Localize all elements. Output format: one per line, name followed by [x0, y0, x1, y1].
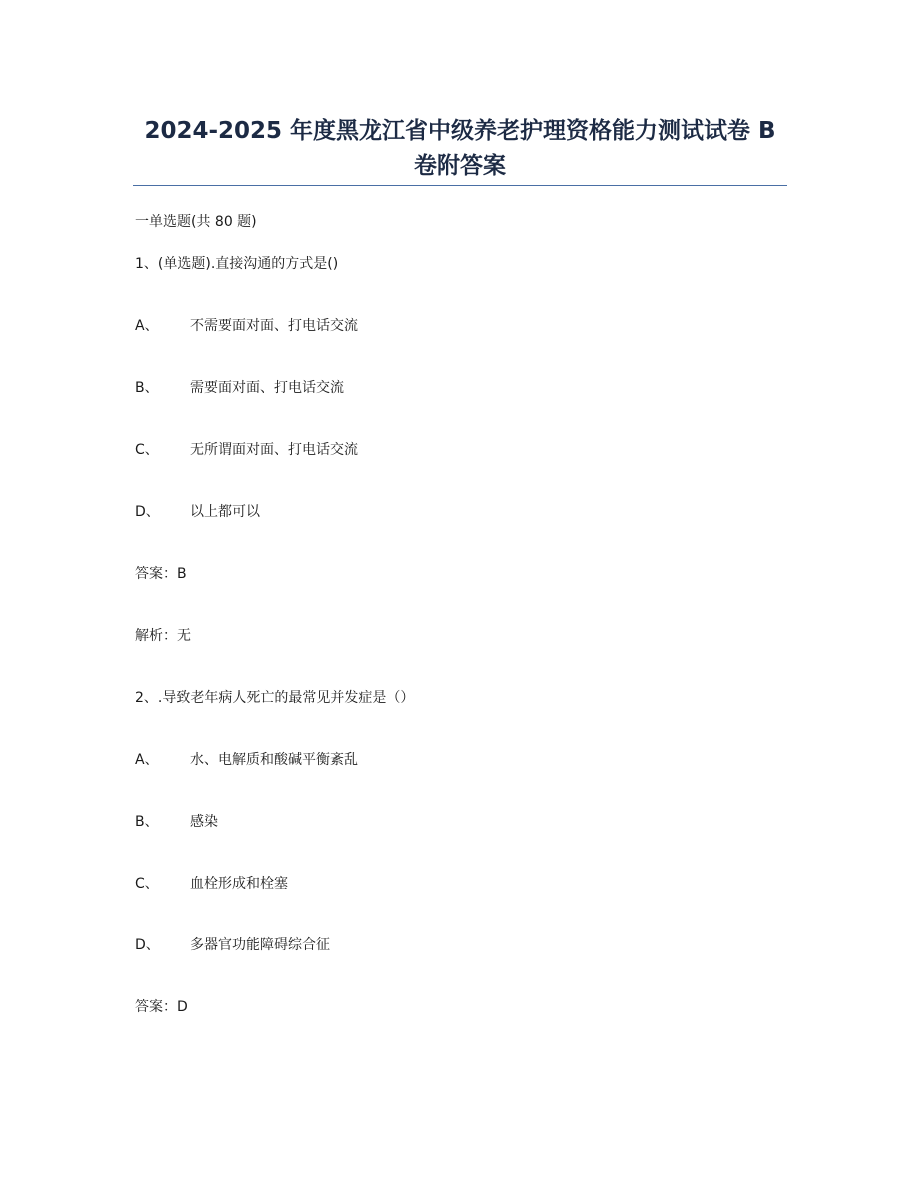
question-1-option-d	[135, 502, 260, 522]
title-line-1: 2024-2025 年度黑龙江省中级养老护理资格能力测试试卷 B	[144, 118, 776, 144]
question-2-stem: 2、.导致老年病人死亡的最常见并发症是（）	[135, 690, 415, 706]
option-text: 需要面对面、打电话交流	[190, 380, 344, 396]
option-text: 感染	[190, 814, 218, 830]
option-letter: C、	[135, 442, 159, 458]
question-2-answer: 答案：D	[135, 999, 188, 1015]
option-letter: B、	[135, 380, 159, 396]
question-1-stem: 1、(单选题).直接沟通的方式是()	[135, 256, 339, 272]
option-letter: D、	[135, 937, 160, 953]
question-1-option-c	[135, 440, 358, 460]
option-letter: C、	[135, 876, 159, 892]
title-line-2: 卷附答案	[414, 153, 506, 179]
option-text: 以上都可以	[190, 504, 260, 520]
question-2-option-b	[135, 812, 218, 832]
option-letter: A、	[135, 752, 159, 768]
section-heading: 一单选题(共 80 题)	[135, 214, 257, 230]
question-1-answer: 答案：B	[135, 566, 187, 582]
option-letter: D、	[135, 504, 160, 520]
question-2-option-a	[135, 750, 358, 770]
option-text: 血栓形成和栓塞	[190, 876, 288, 892]
question-2-option-d	[135, 935, 330, 955]
option-text: 无所谓面对面、打电话交流	[190, 442, 358, 458]
document-title	[0, 114, 920, 184]
question-2-option-c	[135, 874, 288, 894]
option-letter: B、	[135, 814, 159, 830]
option-letter: A、	[135, 318, 159, 334]
option-text: 水、电解质和酸碱平衡紊乱	[190, 752, 358, 768]
question-1-option-b	[135, 378, 344, 398]
title-divider	[133, 185, 787, 186]
option-text: 多器官功能障碍综合征	[190, 937, 330, 953]
option-text: 不需要面对面、打电话交流	[190, 318, 358, 334]
question-1-analysis: 解析：无	[135, 628, 191, 644]
question-1-option-a	[135, 316, 358, 336]
